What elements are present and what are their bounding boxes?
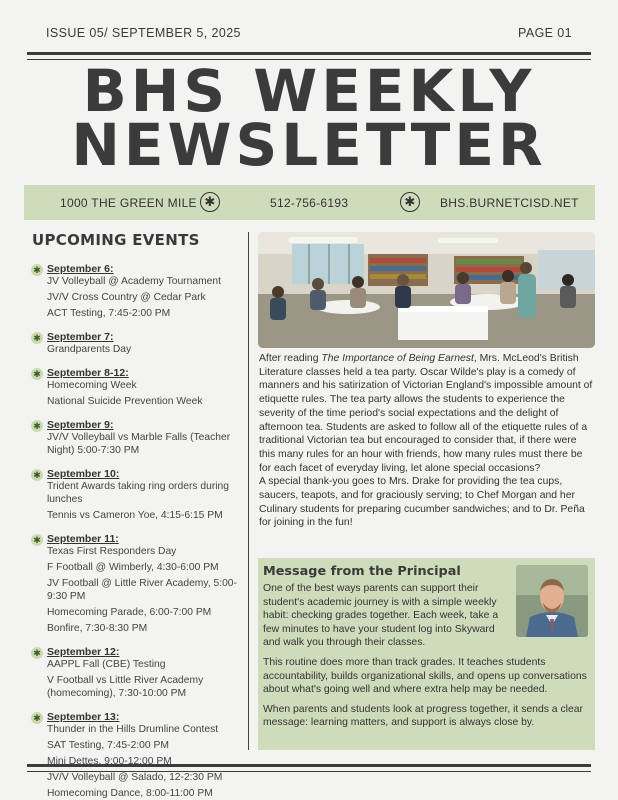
- asterisk-icon: ✱: [31, 647, 43, 659]
- classroom-photo-illustration: [258, 232, 595, 348]
- bottom-rule: [27, 764, 591, 772]
- event-date: September 11:: [47, 533, 119, 545]
- event-item: JV/V Cross Country @ Cedar Park: [47, 292, 206, 303]
- tea-party-article: [259, 352, 595, 530]
- event-item: Tennis vs Cameron Yoe, 4:15-6:15 PM: [47, 510, 223, 521]
- asterisk-icon: ✱: [200, 192, 220, 212]
- asterisk-icon: ✱: [31, 534, 43, 546]
- principal-portrait: [516, 565, 588, 637]
- school-website[interactable]: BHS.BURNETCISD.NET: [440, 196, 579, 210]
- event-date: September 12:: [47, 646, 120, 658]
- asterisk-icon: ✱: [31, 420, 43, 432]
- principal-paragraph-1: One of the best ways parents can support their student's academic journey is with a simple weekly habit: checking grades together. Each week, take a few minutes to have your student log into Skyward and walk you through their classes.: [263, 583, 499, 649]
- asterisk-icon: ✱: [400, 192, 420, 212]
- event-day: [32, 367, 237, 408]
- masthead-line-2: NEWSLETTER: [71, 111, 547, 179]
- event-item: Bonfire, 7:30-8:30 PM: [47, 623, 148, 634]
- event-date: September 13:: [47, 711, 120, 723]
- asterisk-icon: ✱: [31, 332, 43, 344]
- event-item: AAPPL Fall (CBE) Testing: [47, 659, 166, 670]
- event-day: [32, 711, 237, 800]
- principal-message: [258, 558, 595, 750]
- asterisk-icon: ✱: [31, 469, 43, 481]
- asterisk-icon: ✱: [31, 368, 43, 380]
- event-date: September 6:: [47, 263, 114, 275]
- asterisk-icon: ✱: [31, 264, 43, 276]
- article-paragraph: [259, 352, 595, 475]
- asterisk-icon: ✱: [31, 712, 43, 724]
- event-item: Thunder in the Hills Drumline Contest: [47, 724, 219, 735]
- event-item: JV/V Volleyball @ Salado, 12-2:30 PM: [47, 772, 223, 783]
- event-item: JV Football @ Little River Academy, 5:00-9:30 PM: [47, 578, 237, 602]
- masthead: [0, 57, 618, 179]
- events-title: UPCOMING EVENTS: [32, 231, 200, 249]
- column-divider: [248, 232, 249, 750]
- event-day: [32, 646, 237, 700]
- event-item: V Football vs Little River Academy (homecoming), 7:30-10:00 PM: [47, 675, 204, 699]
- issue-header: [46, 26, 572, 42]
- event-day: [32, 263, 237, 320]
- events-list: [32, 263, 237, 800]
- contact-bar: [24, 185, 595, 220]
- book-title: The Importance of Being Earnest: [321, 353, 474, 364]
- event-item: National Suicide Prevention Week: [47, 396, 203, 407]
- event-item: JV Volleyball @ Academy Tournament: [47, 276, 221, 287]
- principal-paragraph-3: When parents and students look at progress together, it sends a clear message: learning matters, and support is always close by.: [263, 703, 583, 729]
- school-address: 1000 THE GREEN MILE: [60, 196, 197, 210]
- principal-paragraph-2: This routine does more than track grades. It teaches students accountability, builds organizational skills, and opens up conversations about what's going well and where extra help may be needed.: [263, 656, 587, 696]
- event-day: [32, 331, 237, 356]
- page-number: PAGE 01: [518, 26, 572, 40]
- event-item: SAT Testing, 7:45-2:00 PM: [47, 740, 169, 751]
- event-item: Grandparents Day: [47, 344, 132, 355]
- event-day: [32, 419, 237, 457]
- tea-party-photo: [258, 232, 595, 348]
- event-item: Trident Awards taking ring orders during lunches: [47, 481, 230, 505]
- event-item: Homecoming Parade, 6:00-7:00 PM: [47, 607, 212, 618]
- issue-date: ISSUE 05/ SEPTEMBER 5, 2025: [46, 26, 241, 40]
- event-date: September 9:: [47, 419, 114, 431]
- school-phone: 512-756-6193: [270, 196, 349, 210]
- event-date: September 7:: [47, 331, 114, 343]
- article-intro: After reading: [259, 353, 322, 364]
- event-item: Mini Dettes, 9:00-12:00 PM: [47, 756, 172, 767]
- principal-portrait-illustration: [516, 565, 588, 637]
- event-day: [32, 533, 237, 635]
- event-item: Homecoming Dance, 8:00-11:00 PM: [47, 788, 213, 799]
- principal-title: Message from the Principal: [263, 564, 461, 579]
- article-thanks: A special thank-you goes to Mrs. Drake for providing the tea cups, saucers, teapots, and for graciously serving; to Chef Morgan and her Culinary students for preparing cucumber sandwiches; and to Dr. Peña for joining in the fun!: [259, 476, 585, 529]
- event-date: September 10:: [47, 468, 120, 480]
- event-date: September 8-12:: [47, 367, 129, 379]
- upcoming-events: [32, 231, 237, 800]
- masthead-line-1: BHS WEEKLY: [82, 57, 536, 125]
- event-item: F Football @ Wimberly, 4:30-6:00 PM: [47, 562, 219, 573]
- event-item: JV/V Volleyball vs Marble Falls (Teacher Night) 5:00-7:30 PM: [47, 432, 231, 456]
- event-day: [32, 468, 237, 522]
- article-body: , Mrs. McLeod's British Literature classes held a tea party. Oscar Wilde's play is a comedy of manners and his satirization of Victorian England's impossible amount of etiquette rules. The tea party allows the students to experience the severity of the time period's social expectations and the delight of afternoon tea. Students are asked to follow all of the etiquette rules of a traditional Victorian tea but encouraged to consider that, if there were this many rules for an hour with friends, how many rules must there be for each facet of everyday living, let alone special occasions?: [259, 353, 593, 474]
- event-item: Homecoming Week: [47, 380, 137, 391]
- event-item: Texas First Responders Day: [47, 546, 177, 557]
- event-item: ACT Testing, 7:45-2:00 PM: [47, 308, 171, 319]
